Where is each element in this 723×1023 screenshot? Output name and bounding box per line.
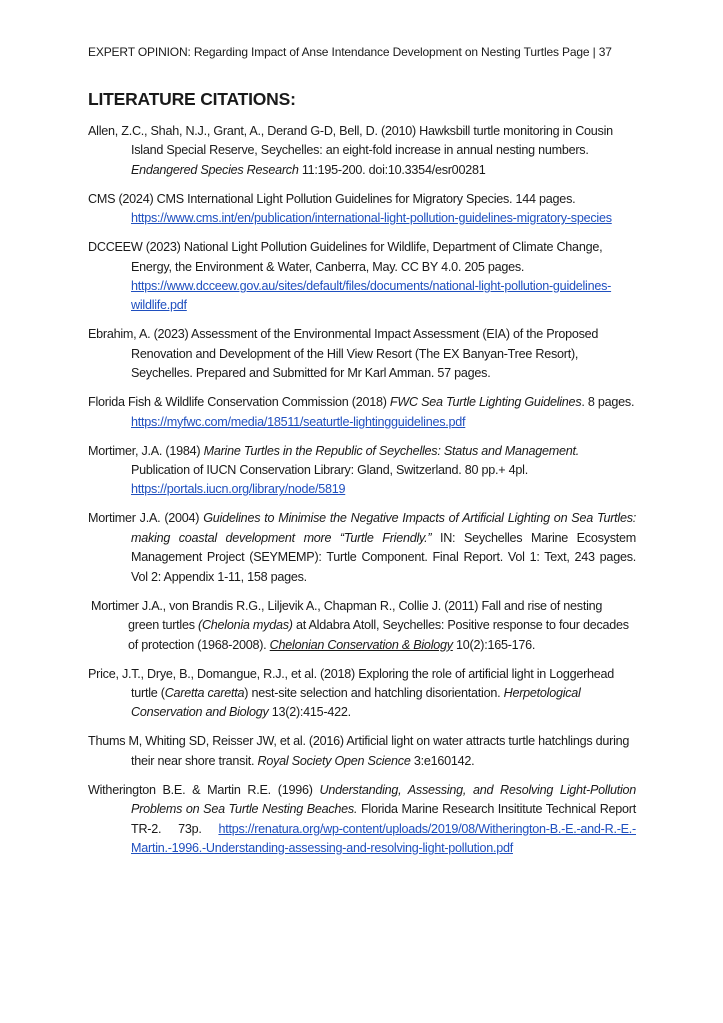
reference-text: Allen, Z.C., Shah, N.J., Grant, A., Derand G-D, Bell, D. (2010) Hawksbill turtle monitoring in Cousin Island Special Reserve, Seychelles: an eight-fold increase in annual nesting numbers. [88, 124, 613, 158]
reference-text: Witherington B.E. & Martin R.E. (1996) [88, 782, 320, 797]
reference-allen-2010 [88, 122, 636, 180]
reference-text: Mortimer J.A., von Brandis R.G., Liljevik A., Chapman R., Collie J. (2011) Fall and rise of nesting green turtles [91, 598, 603, 633]
reference-text: 13(2):415-422. [268, 705, 351, 720]
reference-text: Mortimer J.A. (2004) [88, 511, 204, 526]
report-title: FWC Sea Turtle Lighting Guidelines [389, 395, 582, 410]
reference-text: IN: Seychelles Marine Ecosystem Management Project (SEYMEMP): Turtle Component. Final Report. Vol 1: Text, 243 pages. Vol 2: Appendix 1-11, 158 pages. [131, 530, 636, 584]
section-heading: LITERATURE CITATIONS: [88, 89, 296, 109]
report-title: Understanding, Assessing, and Resolving Light-Pollution Problems on Sea Turtle Nesting Beaches. [131, 782, 636, 817]
report-title: Guidelines to Minimise the Negative Impacts of Artificial Lighting on Sea Turtles: making coastal development more “Turtle Friendly.” [131, 511, 636, 545]
reference-mortimer-2011 [88, 597, 636, 655]
reference-thums-2016 [88, 732, 636, 771]
reference-text: Publication of IUCN Conservation Library: Gland, Switzerland. 80 pp.+ 4pl. [131, 463, 528, 478]
reference-dcceew-2023 [88, 238, 636, 316]
reference-link[interactable]: https://portals.iucn.org/library/node/5819 [131, 482, 346, 497]
reference-link[interactable]: https://renatura.org/wp-content/uploads/2019/08/Witherington-B.-E.-and-R.-E.-Martin.-1996.-Understanding-assessing-and-resolving-light-pollution.pdf [131, 821, 636, 855]
reference-text: Thums M, Whiting SD, Reisser JW, et al. (2016) Artificial light on water attracts turtle hatchlings during their near shore transit. [88, 734, 630, 768]
reference-ebrahim-2023 [88, 325, 636, 383]
reference-text: 10(2):165-176. [452, 637, 536, 652]
journal-title: Royal Society Open Science [257, 753, 411, 768]
reference-link[interactable]: https://myfwc.com/media/18511/seaturtle-lightingguidelines.pdf [131, 414, 466, 429]
journal-title: Herpetological Conservation and Biology [131, 685, 581, 720]
reference-text: 3:e160142. [410, 753, 475, 768]
reference-price-2018 [88, 665, 636, 723]
reference-text: Florida Marine Research Insititute Technical Report TR-2. 73p. [131, 802, 636, 836]
species-name: Caretta caretta [164, 685, 245, 700]
reference-list [88, 122, 636, 868]
reference-mortimer-1984 [88, 442, 636, 500]
reference-cms-2024 [88, 190, 636, 229]
journal-title: Chelonian Conservation & Biology [269, 637, 453, 652]
reference-text: Price, J.T., Drye, B., Domangue, R.J., et al. (2018) Exploring the role of artificial light in Loggerhead turtle ( [88, 666, 615, 700]
species-name: (Chelonia mydas) [198, 618, 293, 633]
reference-text: at Aldabra Atoll, Seychelles: Positive response to four decades of protection (1968-2008). [128, 618, 629, 652]
reference-text: Florida Fish & Wildlife Conservation Commission (2018) [88, 395, 390, 410]
page-header: EXPERT OPINION: Regarding Impact of Anse Intendance Development on Nesting Turtles Page | 37 [88, 45, 612, 59]
reference-fwc-2018 [88, 393, 636, 432]
reference-witherington-1996 [88, 781, 636, 859]
reference-text: Ebrahim, A. (2023) Assessment of the Environmental Impact Assessment (EIA) of the Proposed Renovation and Development of the Hill View Resort (The EX Banyan-Tree Resort), Seychelles. Prepared and Submitted for Mr Karl Amman. 57 pages. [88, 327, 599, 381]
reference-text: 11:195-200. doi:10.3354/esr00281 [298, 162, 486, 177]
reference-text: CMS (2024) CMS International Light Pollution Guidelines for Migratory Species. 144 pages. [88, 191, 576, 206]
reference-mortimer-2004 [88, 509, 636, 587]
reference-link[interactable]: https://www.cms.int/en/publication/international-light-pollution-guidelines-migratory-species [131, 211, 612, 226]
reference-text: Mortimer, J.A. (1984) [88, 443, 204, 458]
journal-title: Endangered Species Research [131, 162, 299, 177]
reference-text: . 8 pages. [581, 395, 635, 410]
reference-link[interactable]: https://www.dcceew.gov.au/sites/default/files/documents/national-light-pollution-guidelines-wildlife.pdf [131, 279, 612, 313]
reference-text: ) nest-site selection and hatchling disorientation. [244, 685, 504, 700]
book-title: Marine Turtles in the Republic of Seychelles: Status and Management. [203, 443, 580, 458]
reference-text: DCCEEW (2023) National Light Pollution Guidelines for Wildlife, Department of Climate Change, Energy, the Environment & Water, Canberra, May. CC BY 4.0. 205 pages. [88, 240, 603, 274]
